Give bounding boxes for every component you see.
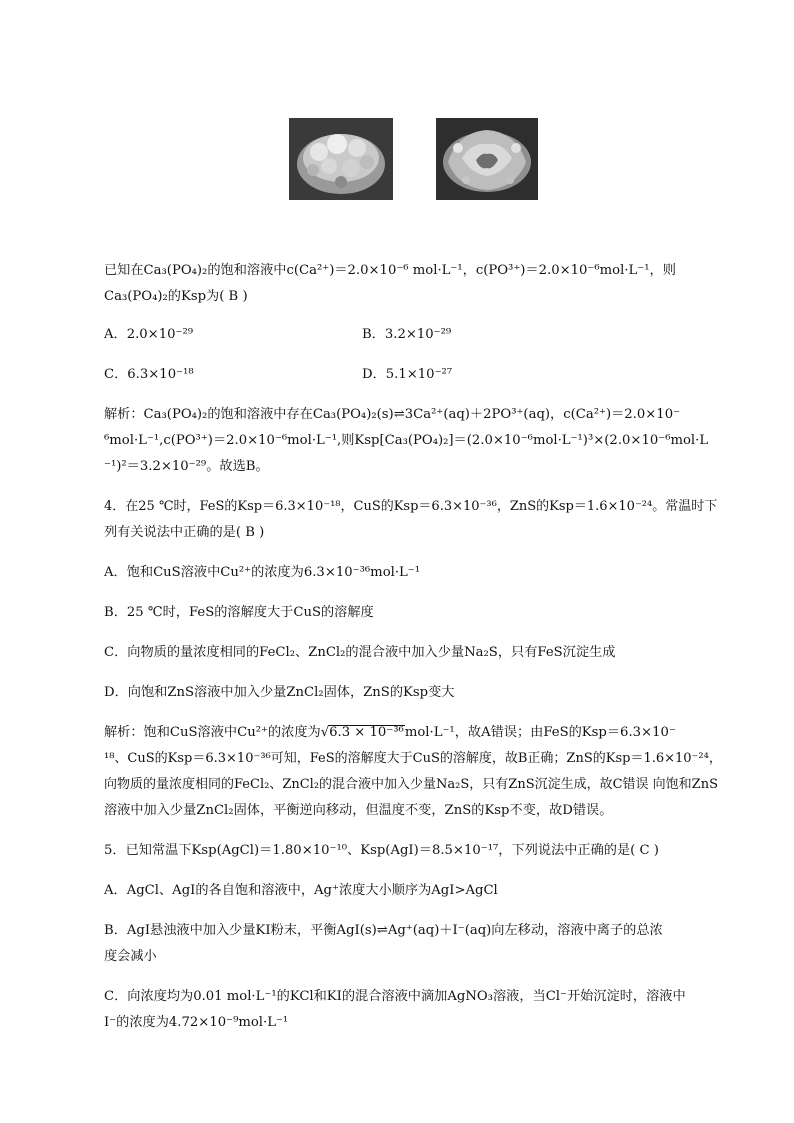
q3-option-a: A．2.0×10⁻²⁹	[104, 327, 194, 342]
q3-option-c: C．6.3×10⁻¹⁸	[104, 367, 194, 382]
q5-option-c-line2: I⁻的浓度为4.72×10⁻⁹mol·L⁻¹	[104, 1015, 289, 1030]
q3-stem-line1: 已知在Ca₃(PO₄)₂的饱和溶液中c(Ca²⁺)＝2.0×10⁻⁶ mol·L⁻¹，c(PO³⁺)＝2.0×10⁻⁶mol·L⁻¹，则	[104, 263, 676, 278]
q4-analysis-line3: 向物质的量浓度相同的FeCl₂、ZnCl₂的混合液中加入少量Na₂S，只有ZnS沉淀生成，故C错误 向饱和ZnS	[104, 777, 718, 792]
q3-stem-line2: Ca₃(PO₄)₂的Ksp为( B )	[104, 289, 248, 304]
q4-stem-line1: 4．在25 ℃时，FeS的Ksp＝6.3×10⁻¹⁸，CuS的Ksp＝6.3×10⁻³⁶，ZnS的Ksp＝1.6×10⁻²⁴。常温时下	[104, 499, 718, 514]
q4-analysis-line1	[104, 725, 676, 741]
q3-analysis-line1: 解析：Ca₃(PO₄)₂的饱和溶液中存在Ca₃(PO₄)₂(s)⇌3Ca²⁺(aq)＋2PO³⁺(aq)，c(Ca²⁺)＝2.0×10⁻	[104, 407, 681, 422]
coral-photo-left	[289, 118, 393, 200]
q4-option-d: D．向饱和ZnS溶液中加入少量ZnCl₂固体，ZnS的Ksp变大	[104, 685, 455, 700]
photo-row	[0, 118, 794, 200]
q5-option-a: A．AgCl、AgI的各自饱和溶液中，Ag⁺浓度大小顺序为AgI>AgCl	[104, 883, 498, 898]
q5-stem-line1: 5．已知常温下Ksp(AgCl)＝1.80×10⁻¹⁰、Ksp(AgI)＝8.5×10⁻¹⁷，下列说法中正确的是( C )	[104, 843, 659, 858]
q4-analysis-line2: ¹⁸、CuS的Ksp＝6.3×10⁻³⁶可知，FeS的溶解度大于CuS的溶解度，故B正确；ZnS的Ksp＝1.6×10⁻²⁴，	[104, 751, 722, 766]
q4-option-c: C．向物质的量浓度相同的FeCl₂、ZnCl₂的混合液中加入少量Na₂S，只有FeS沉淀生成	[104, 645, 616, 660]
q4-analysis-line4: 溶液中加入少量ZnCl₂固体，平衡逆向移动，但温度不变，ZnS的Ksp不变，故D错误。	[104, 803, 613, 818]
sqrt-radicand: 6.3 × 10⁻³⁶	[329, 725, 404, 740]
sqrt-symbol: √	[320, 725, 330, 740]
q5-option-b-line1: B．AgI悬浊液中加入少量KI粉末，平衡AgI(s)⇌Ag⁺(aq)＋I⁻(aq)向左移动，溶液中离子的总浓	[104, 923, 663, 938]
q3-analysis-line2: ⁶mol·L⁻¹,c(PO³⁺)＝2.0×10⁻⁶mol·L⁻¹,则Ksp[Ca₃(PO₄)₂]＝(2.0×10⁻⁶mol·L⁻¹)³×(2.0×10⁻⁶mol·L	[104, 433, 709, 448]
coral-photo-right	[436, 118, 538, 200]
q3-option-d: D．5.1×10⁻²⁷	[362, 367, 453, 382]
q3-option-b: B．3.2×10⁻²⁹	[362, 327, 452, 342]
q5-option-b-line2: 度会减小	[104, 949, 157, 964]
q4-analysis-line1-pre: 解析：饱和CuS溶液中Cu²⁺的浓度为	[104, 725, 321, 740]
q4-option-a: A．饱和CuS溶液中Cu²⁺的浓度为6.3×10⁻³⁶mol·L⁻¹	[104, 565, 421, 580]
q5-option-c-line1: C．向浓度均为0.01 mol·L⁻¹的KCl和KI的混合溶液中滴加AgNO₃溶液，当Cl⁻开始沉淀时，溶液中	[104, 989, 686, 1004]
q4-stem-line2: 列有关说法中正确的是( B )	[104, 525, 265, 540]
q4-analysis-line1-post: mol·L⁻¹，故A错误；由FeS的Ksp＝6.3×10⁻	[404, 725, 676, 740]
q3-analysis-line3: ⁻¹)²＝3.2×10⁻²⁹。故选B。	[104, 459, 269, 474]
q4-option-b: B．25 ℃时，FeS的溶解度大于CuS的溶解度	[104, 605, 374, 620]
